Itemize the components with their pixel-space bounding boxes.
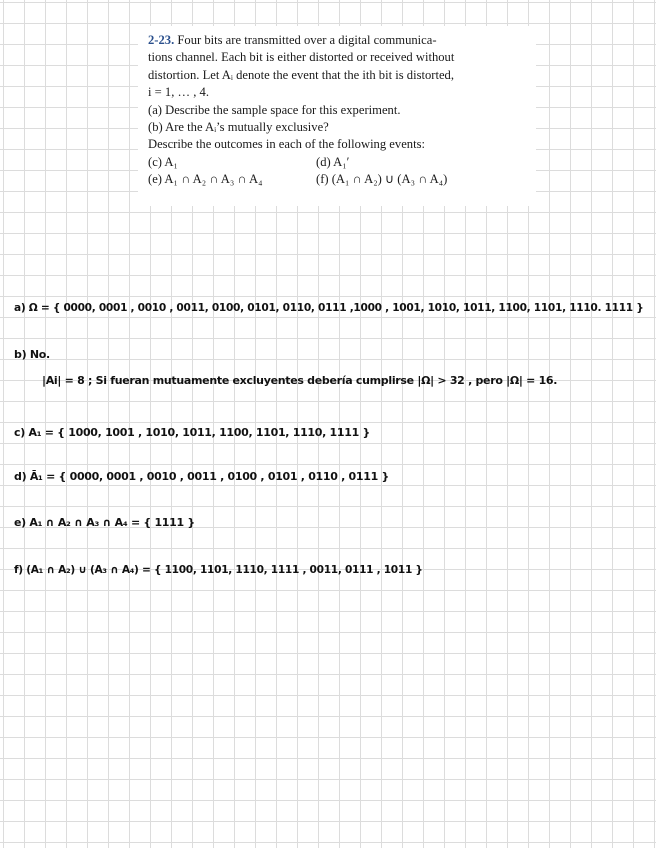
problem-number: 2-23.	[148, 33, 175, 47]
problem-statement	[148, 32, 532, 189]
problem-line-1: 2-23. Four bits are transmitted over a digital communica-	[148, 33, 437, 47]
question-a: (a) Describe the sample space for this experiment.	[148, 102, 401, 117]
answer-a: a) Ω = { 0000, 0001 , 0010 , 0011, 0100, 0101, 0110, 0111 ,1000 , 1001, 1010, 1011, 1100, 1101, 1110. 1111 }	[14, 302, 644, 314]
problem-line-2: tions channel. Each bit is either distorted or received without	[148, 50, 455, 65]
question-d: (d) A₁′	[316, 154, 350, 169]
answer-e: e) A₁ ∩ A₂ ∩ A₃ ∩ A₄ = { 1111 }	[14, 516, 195, 529]
problem-line-4: i = 1, … , 4.	[148, 85, 209, 100]
question-c: (c) A₁	[148, 154, 178, 169]
question-e: (e) A₁ ∩ A₂ ∩ A₃ ∩ A₄	[148, 172, 263, 187]
answer-f: f) (A₁ ∩ A₂) ∪ (A₃ ∩ A₄) = { 1100, 1101, 1110, 1111 , 0011, 0111 , 1011 }	[14, 564, 423, 576]
answer-c: c) A₁ = { 1000, 1001 , 1010, 1011, 1100, 1101, 1110, 1111 }	[14, 426, 371, 439]
question-f: (f) (A₁ ∩ A₂) ∪ (A₃ ∩ A₄)	[316, 172, 448, 187]
questions-row-cd	[148, 154, 532, 171]
answer-d: d) Ā₁ = { 0000, 0001 , 0010 , 0011 , 0100 , 0101 , 0110 , 0111 }	[14, 470, 390, 483]
questions-row-ef	[148, 171, 532, 188]
answer-b-text: |Ai| = 8 ; Si fueran mutuamente excluyentes debería cumplirse |Ω| > 32 , pero |Ω| = 16.	[42, 374, 558, 387]
instruction-line: Describe the outcomes in each of the following events:	[148, 137, 425, 152]
problem-line-3: distortion. Let Aᵢ denote the event that the ith bit is distorted,	[148, 67, 455, 82]
question-b: (b) Are the Aᵢ’s mutually exclusive?	[148, 120, 329, 135]
answer-b-label: b) No.	[14, 348, 50, 361]
